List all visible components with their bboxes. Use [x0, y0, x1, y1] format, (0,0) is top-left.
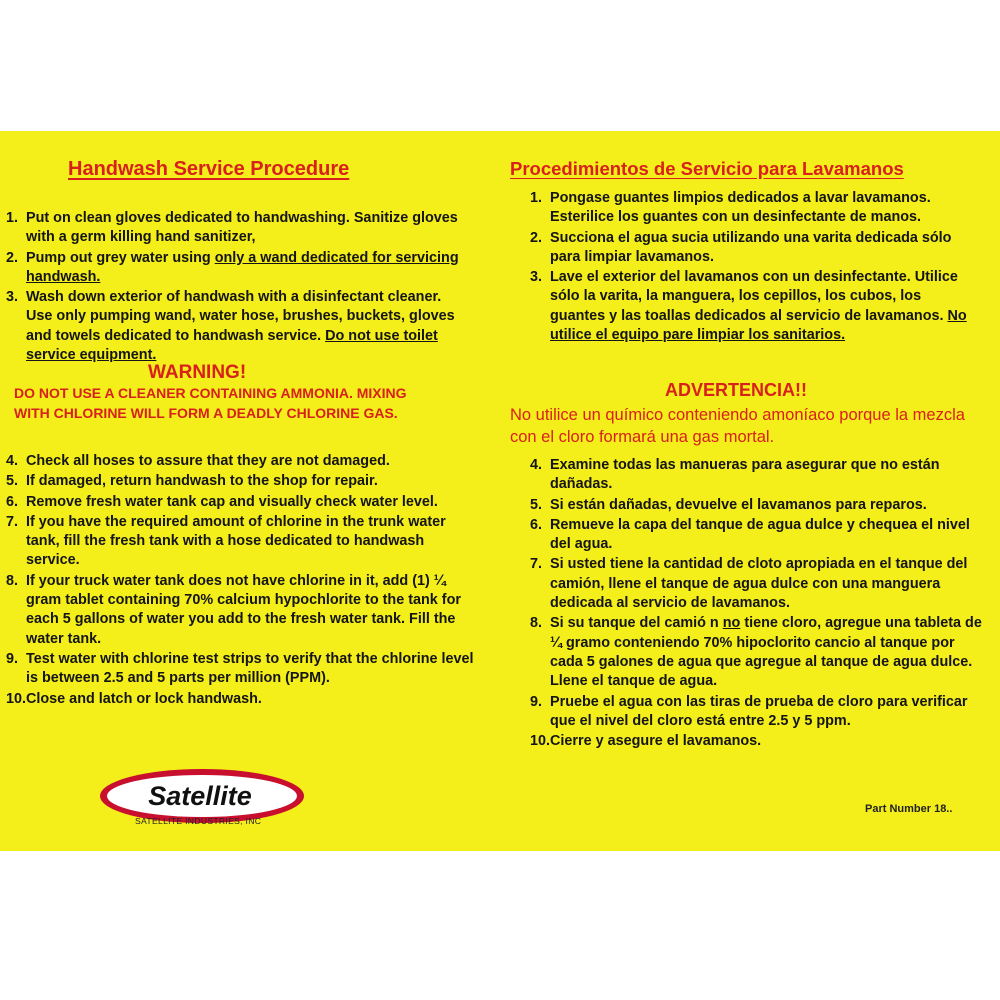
- step-number: 4.: [530, 457, 543, 473]
- logo-company-name: SATELLITE INDUSTRIES, INC: [135, 816, 262, 826]
- english-warning-text: DO NOT USE A CLEANER CONTAINING AMMONIA. MIXING WITH CHLORINE WILL FORM A DEADLY CHLORINE GAS.: [14, 385, 407, 421]
- spanish-step-2: [530, 229, 980, 268]
- step-number: 5.: [6, 473, 19, 490]
- step-number: 3.: [6, 289, 19, 306]
- step-number: 4.: [6, 453, 19, 469]
- step-text: Si están dañadas, devuelve el lavamanos para reparos.: [550, 496, 927, 513]
- english-steps-4-10: [6, 452, 476, 710]
- spanish-step-5: [530, 496, 985, 515]
- step-number: 5.: [530, 496, 543, 513]
- english-step-10: [6, 690, 476, 709]
- english-step-7: [6, 513, 476, 571]
- step-text: If you have the required amount of chlorine in the trunk water tank, fill the fresh tank with a hose dedicated to handwash service.: [26, 513, 446, 569]
- step-number: 2.: [530, 229, 543, 246]
- step-underlined-text: Do not use toilet service equipment.: [26, 327, 438, 364]
- english-step-9: [6, 650, 476, 689]
- step-underlined-text: no: [722, 615, 741, 632]
- spanish-steps-1-3: [530, 189, 980, 346]
- english-step-4: [6, 452, 476, 471]
- step-text: Si usted tiene la cantidad de cloto apropiada en el tanque del camión, llene el tanque de agua dulce con una manguera dedicada al servicio de lavamanos.: [550, 556, 968, 612]
- spanish-step-4: [530, 456, 985, 495]
- step-text: Check all hoses to assure that they are not damaged.: [26, 453, 390, 469]
- step-number: 7.: [530, 556, 543, 573]
- step-number: 8.: [6, 572, 19, 589]
- spanish-warning-text: No utilice un químico conteniendo amoníaco porque la mezcla con el cloro formará una gas mortal.: [510, 406, 965, 446]
- step-number: 6.: [6, 493, 19, 510]
- step-text: Test water with chlorine test strips to verify that the chlorine level is between 2.5 and 5 parts per million (PPM).: [26, 650, 474, 687]
- english-step-2: [6, 249, 461, 288]
- step-number: 9.: [530, 693, 543, 710]
- step-text: Pruebe el agua con las tiras de prueba de cloro para verificar que el nivel del cloro está entre 2.5 y 5 ppm.: [550, 693, 968, 729]
- step-text: Lave el exterior del lavamanos con un desinfectante. Utilice sólo la varita, la manguera, los cepillos, los cubos, los guantes y las toallas dedicados al servicio de lavamanos. No utilice el equipo pare limpiar los sanitarios.: [550, 269, 967, 344]
- step-number: 1.: [6, 210, 19, 226]
- spanish-title: Procedimientos de Servicio para Lavamanos: [510, 158, 904, 179]
- step-number: 8.: [530, 615, 543, 632]
- step-text: Si su tanque del camió n no tiene cloro, agregue una tableta de ¼ gramo conteniendo 70% hipoclorito cancio al tanque por cada 5 galones de agua que agregue al tanque de agua dulce. Llene el tanque de agua.: [550, 615, 982, 690]
- spanish-warning-title: ADVERTENCIA!!: [665, 380, 807, 400]
- english-step-3: [6, 288, 461, 365]
- step-text: Remove fresh water tank cap and visually check water level.: [26, 493, 438, 510]
- step-number: 3.: [530, 269, 543, 286]
- step-text: Pump out grey water using only a wand dedicated for servicing handwash.: [26, 249, 459, 285]
- step-text: Wash down exterior of handwash with a disinfectant cleaner. Use only pumping wand, water hose, brushes, buckets, gloves and towels dedicated to handwash service. Do not use toilet service equipment.: [26, 289, 455, 364]
- step-number: 2.: [6, 249, 19, 266]
- step-number: 6.: [530, 516, 543, 533]
- step-text: Cierre y asegure el lavamanos.: [550, 733, 762, 750]
- spanish-step-1: [530, 189, 980, 228]
- step-number: 10.: [530, 733, 551, 750]
- step-text: Remueve la capa del tanque de agua dulce y chequea el nivel del agua.: [550, 516, 970, 553]
- handwash-sign: [0, 131, 1000, 851]
- english-warning-title: WARNING!: [148, 362, 247, 383]
- step-text: Put on clean gloves dedicated to handwashing. Sanitize gloves with a germ killing hand sanitizer,: [26, 210, 458, 246]
- spanish-step-6: [530, 516, 985, 555]
- english-step-1: [6, 209, 461, 248]
- step-text: If damaged, return handwash to the shop for repair.: [26, 473, 378, 490]
- step-number: 1.: [530, 190, 543, 206]
- english-step-5: [6, 472, 476, 491]
- english-step-8: [6, 572, 476, 649]
- step-text: Close and latch or lock handwash.: [26, 690, 262, 707]
- spanish-step-10: [530, 732, 985, 751]
- step-text: Succiona el agua sucia utilizando una varita dedicada sólo para limpiar lavamanos.: [550, 229, 952, 265]
- english-title: Handwash Service Procedure: [68, 158, 350, 180]
- english-steps-1-3: [6, 209, 461, 366]
- step-underlined-text: only a wand dedicated for servicing handwash.: [26, 249, 459, 285]
- step-text: If your truck water tank does not have chlorine in it, add (1) ¼ gram tablet containing 70% calcium hypochlorite to the tank for each 5 gallons of water you add to the fresh water tank. Fill the water tank.: [26, 572, 461, 647]
- step-number: 10.: [6, 690, 27, 707]
- step-text: Examine todas las manueras para asegurar que no están dañadas.: [550, 457, 940, 493]
- step-number: 9.: [6, 650, 19, 667]
- spanish-step-9: [530, 693, 985, 732]
- spanish-step-8: [530, 614, 985, 691]
- step-underlined-text: No utilice el equipo pare limpiar los sanitarios.: [550, 307, 967, 344]
- spanish-step-7: [530, 555, 985, 613]
- english-step-6: [6, 493, 476, 512]
- spanish-step-3: [530, 268, 980, 345]
- step-number: 7.: [6, 513, 19, 530]
- part-number: Part Number 18..: [865, 803, 953, 815]
- step-text: Pongase guantes limpios dedicados a lavar lavamanos. Esterilice los guantes con un desinfectante de manos.: [550, 190, 931, 226]
- logo-brand-text: Satellite: [148, 781, 252, 811]
- spanish-steps-4-10: [530, 456, 985, 752]
